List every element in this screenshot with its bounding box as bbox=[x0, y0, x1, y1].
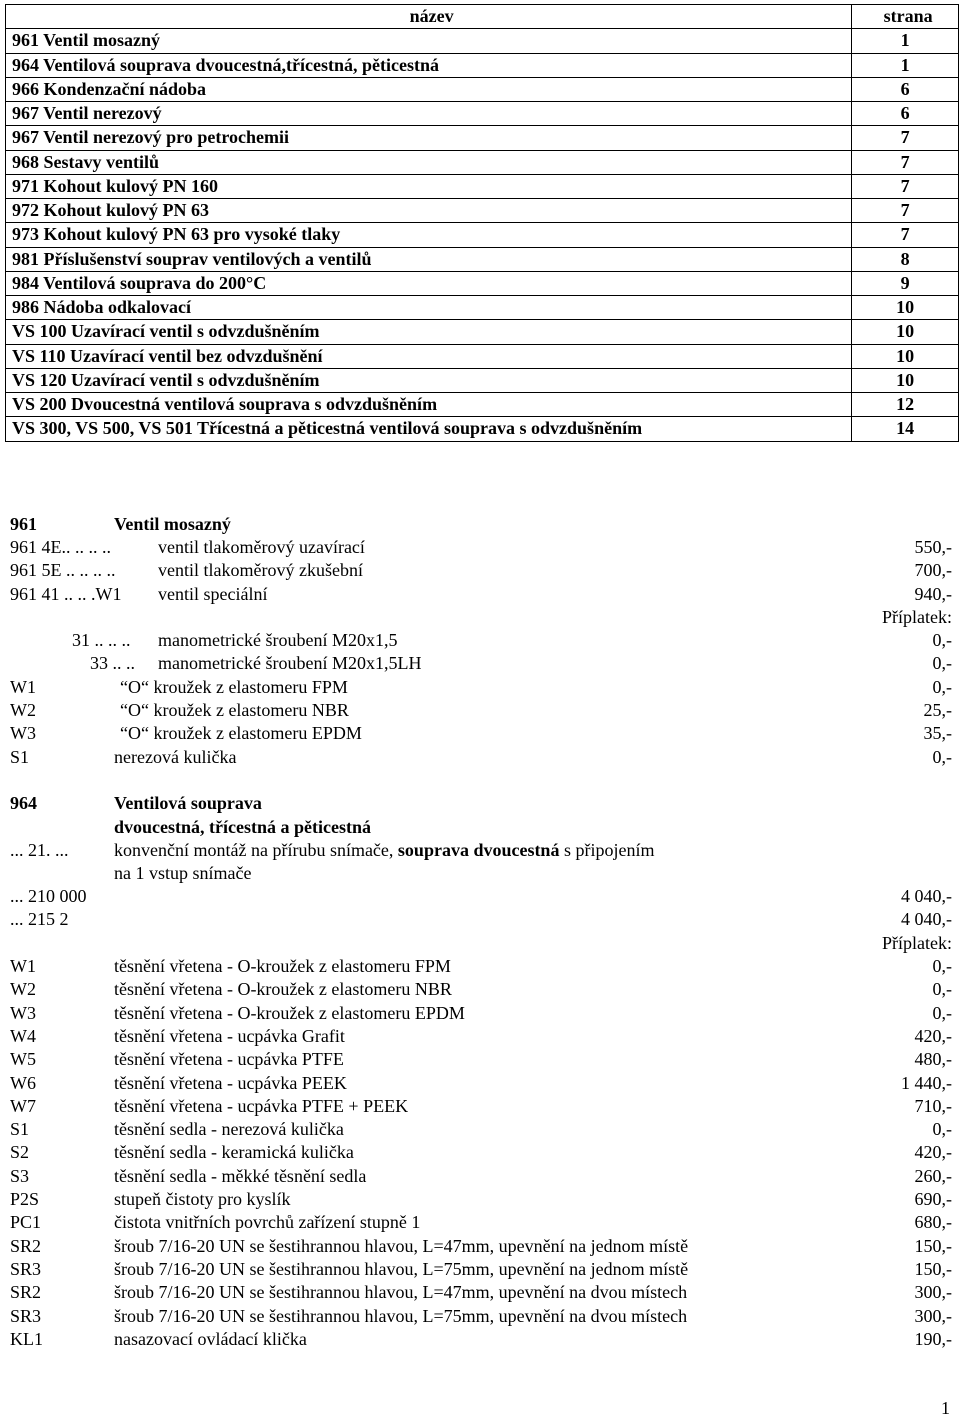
item-price: 25,- bbox=[923, 699, 952, 720]
price-row bbox=[10, 1141, 952, 1164]
toc-row bbox=[6, 344, 959, 368]
item-code: ... 210 000 bbox=[10, 886, 87, 906]
toc-entry-name: 966 Kondenzační nádoba bbox=[6, 77, 852, 101]
toc-row bbox=[6, 102, 959, 126]
item-code: 961 5E .. .. .. .. bbox=[10, 560, 116, 581]
item-code: W3 bbox=[10, 723, 36, 744]
item-price: 710,- bbox=[914, 1095, 952, 1116]
item-price: 4 040,- bbox=[901, 909, 952, 930]
item-code: P2S bbox=[10, 1189, 40, 1209]
item-desc: těsnění vřetena - ucpávka Grafit bbox=[114, 1025, 345, 1046]
item-code: SR2 bbox=[10, 1282, 42, 1303]
price-row bbox=[10, 559, 952, 582]
price-row bbox=[10, 1305, 952, 1328]
toc-entry-name: VS 120 Uzavírací ventil s odvzdušněním bbox=[6, 368, 852, 392]
price-row bbox=[10, 1211, 952, 1234]
item-code: W1 bbox=[10, 956, 36, 976]
item-price: 190,- bbox=[914, 1328, 952, 1349]
toc-header-page: strana bbox=[852, 5, 959, 29]
item-price: 480,- bbox=[914, 1049, 952, 1070]
toc-row bbox=[6, 417, 959, 441]
item-desc: manometrické šroubení M20x1,5LH bbox=[158, 653, 422, 674]
item-price: 690,- bbox=[914, 1189, 952, 1209]
item-code: W1 bbox=[10, 676, 36, 697]
section-961-title bbox=[10, 513, 952, 536]
item-code: W7 bbox=[10, 1095, 36, 1116]
item-code: W2 bbox=[10, 699, 36, 720]
toc-row bbox=[6, 223, 959, 247]
toc-entry-page: 7 bbox=[852, 150, 959, 174]
toc-row bbox=[6, 247, 959, 271]
item-code: PC1 bbox=[10, 1212, 42, 1233]
item-code: W4 bbox=[10, 1025, 36, 1046]
toc-row bbox=[6, 271, 959, 295]
item-desc: “O“ kroužek z elastomeru FPM bbox=[120, 676, 348, 697]
toc-row bbox=[6, 296, 959, 320]
toc-row bbox=[6, 29, 959, 53]
price-row bbox=[10, 1095, 952, 1118]
item-desc: manometrické šroubení M20x1,5 bbox=[158, 630, 398, 650]
toc-entry-name: 984 Ventilová souprava do 200°C bbox=[6, 271, 852, 295]
toc-entry-page: 7 bbox=[852, 223, 959, 247]
item-price: 1 440,- bbox=[901, 1072, 952, 1093]
toc-row bbox=[6, 174, 959, 198]
price-row bbox=[10, 722, 952, 745]
item-price: 700,- bbox=[914, 560, 952, 581]
toc-row bbox=[6, 150, 959, 174]
item-desc: šroub 7/16-20 UN se šestihrannou hlavou, L=47mm, upevnění na dvou místech bbox=[114, 1282, 688, 1303]
toc-table bbox=[5, 4, 959, 442]
item-code: S3 bbox=[10, 1165, 30, 1186]
section-name: Ventil mosazný bbox=[114, 514, 231, 534]
surcharge-row bbox=[10, 932, 952, 955]
item-code: W5 bbox=[10, 1049, 36, 1070]
price-row bbox=[10, 1281, 952, 1304]
item-desc: těsnění vřetena - O-kroužek z elastomeru NBR bbox=[114, 979, 452, 1000]
section-name-cont: dvoucestná, třícestná a pěticestná bbox=[114, 817, 371, 837]
toc-entry-name: 986 Nádoba odkalovací bbox=[6, 296, 852, 320]
item-desc: “O“ kroužek z elastomeru EPDM bbox=[120, 723, 362, 744]
item-price: 0,- bbox=[932, 746, 952, 767]
item-desc bbox=[114, 839, 654, 862]
toc-entry-name: 971 Kohout kulový PN 160 bbox=[6, 174, 852, 198]
price-row bbox=[10, 1072, 952, 1095]
price-row bbox=[10, 1025, 952, 1048]
toc-row bbox=[6, 53, 959, 77]
item-desc: stupeň čistoty pro kyslík bbox=[114, 1189, 291, 1209]
toc-header-row bbox=[6, 5, 959, 29]
price-row bbox=[10, 1188, 952, 1211]
surcharge-row bbox=[10, 606, 952, 629]
price-row bbox=[10, 746, 952, 769]
section-code: 964 bbox=[10, 793, 37, 813]
toc-entry-name: 981 Příslušenství souprav ventilových a ventilů bbox=[6, 247, 852, 271]
toc-entry-page: 7 bbox=[852, 199, 959, 223]
toc-entry-name: 967 Ventil nerezový pro petrochemii bbox=[6, 126, 852, 150]
toc-entry-page: 9 bbox=[852, 271, 959, 295]
item-price: 300,- bbox=[914, 1282, 952, 1303]
item-price: 300,- bbox=[914, 1305, 952, 1326]
price-row bbox=[10, 955, 952, 978]
toc-entry-page: 10 bbox=[852, 344, 959, 368]
item-price: 35,- bbox=[923, 723, 952, 744]
toc-entry-page: 1 bbox=[852, 53, 959, 77]
item-desc: ventil tlakoměrový uzavírací bbox=[158, 537, 365, 557]
toc-entry-name: 968 Sestavy ventilů bbox=[6, 150, 852, 174]
toc-row bbox=[6, 77, 959, 101]
item-desc: čistota vnitřních povrchů zařízení stupně 1 bbox=[114, 1212, 421, 1233]
toc-entry-page: 12 bbox=[852, 393, 959, 417]
toc-entry-page: 14 bbox=[852, 417, 959, 441]
item-desc: nerezová kulička bbox=[114, 746, 237, 767]
toc-entry-page: 1 bbox=[852, 29, 959, 53]
toc-entry-name: VS 110 Uzavírací ventil bez odvzdušnění bbox=[6, 344, 852, 368]
toc-entry-name: 972 Kohout kulový PN 63 bbox=[6, 199, 852, 223]
toc-row bbox=[6, 368, 959, 392]
price-row bbox=[10, 1048, 952, 1071]
section-name: Ventilová souprava bbox=[114, 793, 262, 813]
toc-entry-page: 7 bbox=[852, 126, 959, 150]
item-price: 150,- bbox=[914, 1258, 952, 1279]
price-row bbox=[10, 536, 952, 559]
price-row bbox=[10, 583, 952, 606]
toc-entry-name: 967 Ventil nerezový bbox=[6, 102, 852, 126]
toc-row bbox=[6, 320, 959, 344]
section-code: 961 bbox=[10, 514, 37, 534]
item-code: S1 bbox=[10, 746, 30, 767]
toc-entry-name: 973 Kohout kulový PN 63 pro vysoké tlaky bbox=[6, 223, 852, 247]
toc-row bbox=[6, 393, 959, 417]
item-price: 0,- bbox=[932, 653, 952, 674]
section-964-title bbox=[10, 792, 952, 815]
item-desc: těsnění vřetena - O-kroužek z elastomeru EPDM bbox=[114, 1002, 465, 1023]
item-desc-cont: na 1 vstup snímače bbox=[114, 863, 252, 883]
item-desc-part: s připojením bbox=[559, 840, 655, 860]
item-desc: šroub 7/16-20 UN se šestihrannou hlavou, L=75mm, upevnění na jednom místě bbox=[114, 1258, 689, 1279]
toc-entry-name: VS 300, VS 500, VS 501 Třícestná a pěticestná ventilová souprava s odvzdušněním bbox=[6, 417, 852, 441]
toc-entry-page: 6 bbox=[852, 77, 959, 101]
price-row bbox=[10, 699, 952, 722]
item-price: 0,- bbox=[932, 676, 952, 697]
toc-row bbox=[6, 199, 959, 223]
item-code: W3 bbox=[10, 1002, 36, 1023]
toc-header-name: název bbox=[6, 5, 852, 29]
price-row bbox=[10, 978, 952, 1001]
price-row bbox=[10, 1118, 952, 1141]
price-row bbox=[10, 1258, 952, 1281]
toc-entry-name: 961 Ventil mosazný bbox=[6, 29, 852, 53]
item-desc: těsnění vřetena - ucpávka PTFE bbox=[114, 1049, 344, 1070]
item-code: S1 bbox=[10, 1119, 30, 1140]
section-964-title-line2 bbox=[10, 816, 952, 839]
item-desc: těsnění sedla - měkké těsnění sedla bbox=[114, 1165, 367, 1186]
item-price: 550,- bbox=[914, 537, 952, 557]
item-code: ... 215 2 bbox=[10, 909, 69, 930]
price-row bbox=[10, 652, 952, 675]
item-desc: “O“ kroužek z elastomeru NBR bbox=[120, 699, 349, 720]
item-desc: těsnění vřetena - ucpávka PTFE + PEEK bbox=[114, 1095, 409, 1116]
item-code: SR3 bbox=[10, 1305, 42, 1326]
price-row bbox=[10, 1235, 952, 1258]
item-desc: nasazovací ovládací klička bbox=[114, 1328, 307, 1349]
item-code: ... 21. ... bbox=[10, 840, 69, 860]
item-code: 961 41 .. .. .W1 bbox=[10, 583, 122, 604]
item-desc: těsnění vřetena - O-kroužek z elastomeru FPM bbox=[114, 956, 451, 976]
price-row bbox=[10, 1002, 952, 1025]
item-price: 150,- bbox=[914, 1235, 952, 1256]
item-code: W6 bbox=[10, 1072, 36, 1093]
item-desc: těsnění vřetena - ucpávka PEEK bbox=[114, 1072, 347, 1093]
item-price: 0,- bbox=[932, 979, 952, 1000]
item-desc: těsnění sedla - nerezová kulička bbox=[114, 1119, 344, 1140]
item-price: 0,- bbox=[932, 956, 952, 976]
toc-entry-page: 10 bbox=[852, 296, 959, 320]
toc-entry-page: 7 bbox=[852, 174, 959, 198]
item-price: 420,- bbox=[914, 1025, 952, 1046]
price-row bbox=[10, 1165, 952, 1188]
item-price: 4 040,- bbox=[901, 886, 952, 906]
item-code: W2 bbox=[10, 979, 36, 1000]
item-price: 260,- bbox=[914, 1165, 952, 1186]
item-code: 961 4E.. .. .. .. bbox=[10, 537, 111, 557]
item-price: 420,- bbox=[914, 1142, 952, 1163]
price-row bbox=[10, 885, 952, 908]
toc-entry-name: VS 200 Dvoucestná ventilová souprava s odvzdušněním bbox=[6, 393, 852, 417]
item-desc-emphasis: souprava dvoucestná bbox=[397, 840, 560, 860]
item-desc: ventil speciální bbox=[158, 583, 268, 604]
item-desc: ventil tlakoměrový zkušební bbox=[158, 560, 363, 581]
toc-entry-page: 10 bbox=[852, 368, 959, 392]
page-number: 1 bbox=[941, 1398, 950, 1418]
item-code: 33 .. .. bbox=[90, 653, 135, 674]
toc-entry-page: 6 bbox=[852, 102, 959, 126]
item-row bbox=[10, 839, 952, 862]
surcharge-label: Příplatek: bbox=[882, 607, 952, 627]
item-price: 0,- bbox=[932, 1119, 952, 1140]
item-desc: šroub 7/16-20 UN se šestihrannou hlavou, L=75mm, upevnění na dvou místech bbox=[114, 1305, 688, 1326]
item-code: SR3 bbox=[10, 1258, 42, 1279]
price-row bbox=[10, 1328, 952, 1351]
toc-entry-page: 8 bbox=[852, 247, 959, 271]
item-code: SR2 bbox=[10, 1235, 42, 1256]
item-desc: šroub 7/16-20 UN se šestihrannou hlavou, L=47mm, upevnění na jednom místě bbox=[114, 1235, 689, 1256]
toc-row bbox=[6, 126, 959, 150]
price-row bbox=[10, 629, 952, 652]
toc-entry-name: VS 100 Uzavírací ventil s odvzdušněním bbox=[6, 320, 852, 344]
toc-entry-name: 964 Ventilová souprava dvoucestná,třícestná, pěticestná bbox=[6, 53, 852, 77]
item-code: KL1 bbox=[10, 1328, 43, 1349]
item-desc: těsnění sedla - keramická kulička bbox=[114, 1142, 354, 1163]
price-row bbox=[10, 676, 952, 699]
item-code: 31 .. .. .. bbox=[72, 630, 131, 650]
item-price: 940,- bbox=[914, 583, 952, 604]
item-price: 680,- bbox=[914, 1212, 952, 1233]
toc-entry-page: 10 bbox=[852, 320, 959, 344]
item-row-cont bbox=[10, 862, 952, 885]
price-row bbox=[10, 908, 952, 931]
item-price: 0,- bbox=[932, 630, 952, 650]
item-desc-part: konvenční montáž na přírubu snímače, bbox=[114, 840, 398, 860]
item-price: 0,- bbox=[932, 1002, 952, 1023]
item-code: S2 bbox=[10, 1142, 30, 1163]
surcharge-label: Příplatek: bbox=[882, 933, 952, 953]
